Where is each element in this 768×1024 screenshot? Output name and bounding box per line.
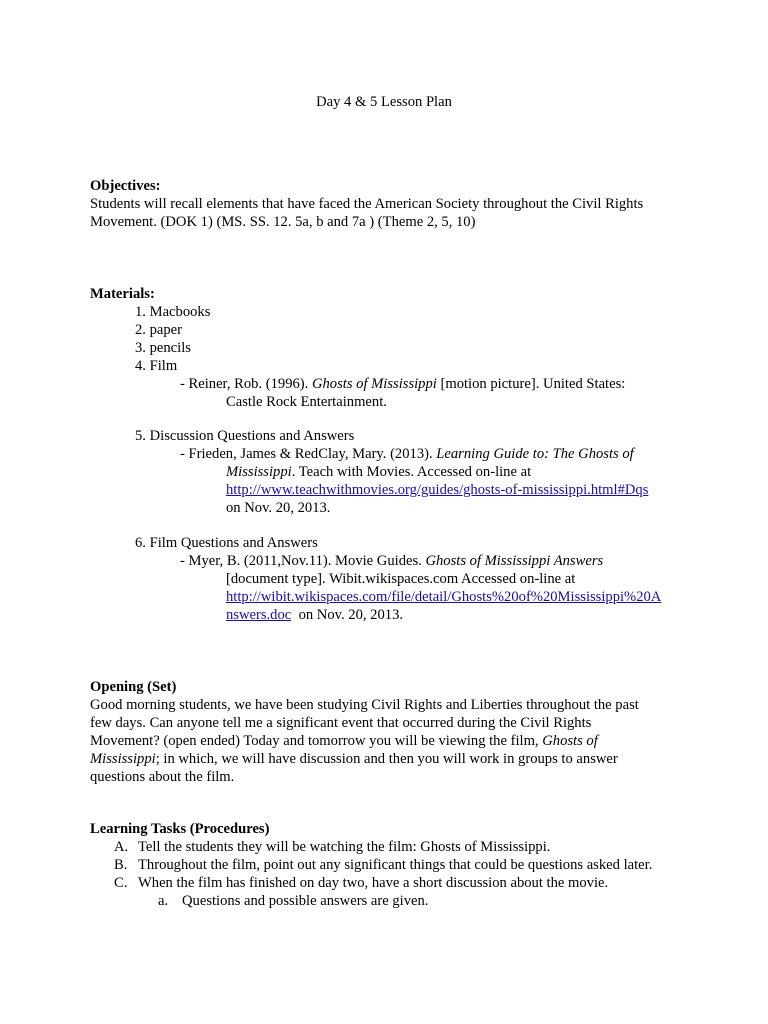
learning-tasks-heading: Learning Tasks (Procedures) — [90, 821, 270, 837]
objectives-line-2: Movement. (DOK 1) (MS. SS. 12. 5a, b and 7a ) (Theme 2, 5, 10) — [90, 214, 476, 230]
opening-heading: Opening (Set) — [90, 679, 177, 695]
discussion-reference-line-1 — [90, 445, 690, 463]
discussion-reference-prefix: - Frieden, James & RedClay, Mary. (2013). — [180, 446, 437, 462]
objectives-line-1: Students will recall elements that have faced the American Society throughout the Civil Rights — [90, 196, 644, 212]
film-questions-reference-prefix: - Myer, B. (2011,Nov.11). Movie Guides. — [180, 553, 426, 569]
materials-item-4: 4. Film — [135, 358, 178, 374]
materials-heading: Materials: — [90, 286, 155, 302]
task-marker: A. — [114, 839, 129, 855]
discussion-reference-date: on Nov. 20, 2013. — [226, 500, 331, 516]
opening-film-title: Ghosts of — [542, 733, 598, 749]
opening-line-2: few days. Can anyone tell me a significant event that occurred during the Civil Rights — [90, 715, 592, 731]
discussion-reference-title-cont: Mississippi — [226, 464, 292, 480]
wikispaces-link-part-2[interactable]: nswers.doc — [226, 607, 292, 623]
discussion-reference-title: Learning Guide to: The Ghosts of — [436, 446, 634, 462]
task-text: When the film has finished on day two, have a short discussion about the movie. — [138, 875, 609, 891]
task-item-c — [90, 874, 690, 892]
wikispaces-link-part-1[interactable]: http://wibit.wikispaces.com/file/detail/Ghosts%20of%20Mississippi%20A — [226, 589, 662, 605]
discussion-reference-line-3 — [90, 481, 690, 499]
opening-section — [90, 678, 690, 786]
materials-item-1: 1. Macbooks — [135, 304, 211, 320]
film-questions-reference-line-4 — [90, 606, 690, 624]
film-questions-reference-line-1 — [90, 552, 690, 570]
task-marker: C. — [114, 875, 128, 891]
opening-line-4-text: ; in which, we will have discussion and then you will work in groups to answer — [155, 751, 618, 767]
film-questions-reference-date: on Nov. 20, 2013. — [291, 607, 404, 623]
opening-line-3 — [90, 732, 690, 750]
task-text: Throughout the film, point out any significant things that could be questions asked later. — [138, 857, 653, 873]
film-reference-line-2: Castle Rock Entertainment. — [226, 394, 387, 410]
discussion-materials — [90, 427, 690, 517]
discussion-reference-line-2 — [90, 463, 690, 481]
task-sub-marker: a. — [158, 893, 169, 909]
materials-item-6: 6. Film Questions and Answers — [135, 535, 318, 551]
film-questions-reference-title: Ghosts of Mississippi Answers — [425, 553, 604, 569]
materials-item-5: 5. Discussion Questions and Answers — [135, 428, 355, 444]
film-reference-prefix: - Reiner, Rob. (1996). — [180, 376, 312, 392]
objectives-heading: Objectives: — [90, 178, 161, 194]
film-questions-materials — [90, 534, 690, 624]
objectives-section — [90, 177, 690, 231]
opening-line-1: Good morning students, we have been studying Civil Rights and Liberties throughout the past — [90, 697, 639, 713]
task-item-b — [90, 856, 690, 874]
film-reference-line-1 — [90, 375, 690, 393]
film-reference-title: Ghosts of Mississippi — [311, 376, 437, 392]
learning-tasks-section — [90, 820, 690, 910]
opening-line-5: questions about the film. — [90, 769, 235, 785]
task-marker: B. — [114, 857, 128, 873]
opening-film-title-cont: Mississippi — [90, 751, 156, 767]
opening-line-3-text: Movement? (open ended) Today and tomorrow you will be viewing the film, — [90, 733, 543, 749]
film-questions-reference-line-3 — [90, 588, 690, 606]
film-reference-suffix: [motion picture]. United States: — [436, 376, 626, 392]
film-questions-reference-line-2: [document type]. Wibit.wikispaces.com Accessed on-line at — [226, 571, 576, 587]
materials-section — [90, 285, 690, 411]
task-item-a — [90, 838, 690, 856]
task-sub-item-a — [90, 892, 690, 910]
materials-item-2: 2. paper — [135, 322, 183, 338]
task-text: Tell the students they will be watching the film: Ghosts of Mississippi. — [138, 839, 551, 855]
page-title: Day 4 & 5 Lesson Plan — [316, 94, 452, 110]
materials-item-3: 3. pencils — [135, 340, 191, 356]
task-sub-text: Questions and possible answers are given. — [182, 893, 429, 909]
teachwithmovies-link[interactable]: http://www.teachwithmovies.org/guides/ghosts-of-mississippi.html#Dqs — [226, 482, 649, 498]
discussion-reference-suffix: . Teach with Movies. Accessed on-line at — [291, 464, 532, 480]
opening-line-4 — [90, 750, 690, 768]
